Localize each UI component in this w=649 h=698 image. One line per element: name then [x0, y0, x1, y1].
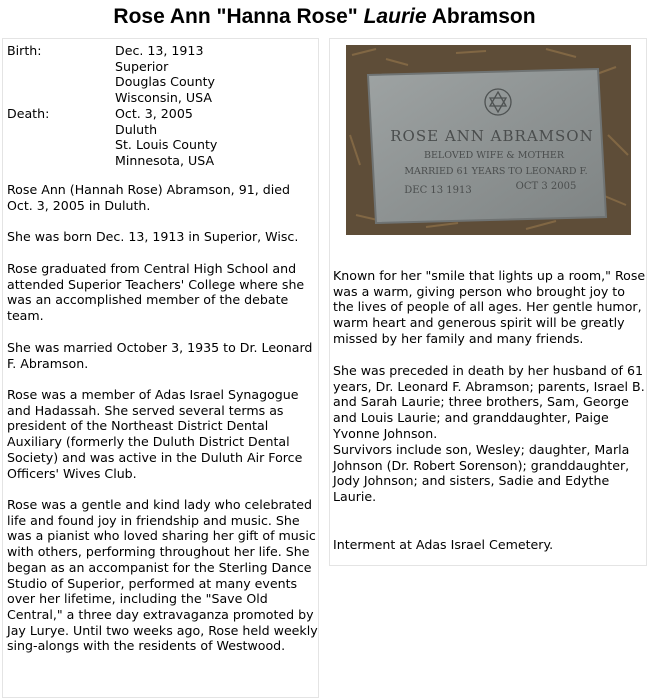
stone-death-date: OCT 3 2005 — [515, 181, 577, 192]
page-title: Rose Ann "Hanna Rose" Laurie Abramson — [113, 5, 536, 28]
stone-born-date: DEC 13 1913 — [404, 185, 472, 196]
obituary-paragraph: Rose was a member of Adas Israel Synagogue and Hadassah. She served several terms as president of the Northeast District Dental Auxiliary (formerly the Duluth District Dental Society) and was active in the Duluth Air Force Officers' Wives Club. — [7, 387, 303, 481]
obituary-paragraph: She was born Dec. 13, 1913 in Superior, Wisc. — [7, 229, 299, 244]
obituary-paragraph: She was preceded in death by her husband of 61 years, Dr. Leonard F. Abramson; parents, Israel B. and Sarah Laurie; three brothers, Sam, George and Louis Laurie; and granddaughter, Paige Yvonne Johnson. — [333, 363, 645, 441]
obituary-paragraph: Known for her "smile that lights up a room," Rose was a warm, giving person who brought joy to the lives of people of all ages. Her gentle humor, warm heart and generous spirit will be greatly missed by her family and many friends. — [333, 268, 646, 346]
death-row — [7, 106, 217, 169]
obituary-paragraph: Rose graduated from Central High School and attended Superior Teachers' College where she was an accomplished member of the debate team. — [7, 261, 305, 324]
stone-name: ROSE ANN ABRAMSON — [390, 127, 594, 145]
birth-date: Dec. 13, 1913 — [115, 43, 204, 58]
birth-city: Superior — [115, 58, 169, 74]
obituary-paragraph: Survivors include son, Wesley; daughter, Marla Johnson (Dr. Robert Sorenson); granddaughter, Jody Johnson; and sisters, Sadie and Edythe Laurie. — [333, 442, 630, 505]
death-state: Minnesota, USA — [115, 152, 215, 168]
death-county: St. Louis County — [115, 137, 218, 153]
birth-details — [115, 43, 215, 106]
vital-facts — [7, 43, 217, 169]
gravestone-photo — [346, 45, 631, 235]
birth-county: Douglas County — [115, 74, 216, 90]
death-city: Duluth — [115, 121, 158, 137]
left-column — [2, 38, 319, 698]
death-label: Death: — [7, 105, 50, 121]
death-date: Oct. 3, 2005 — [115, 105, 193, 121]
obituary-paragraph: Interment at Adas Israel Cemetery. — [333, 537, 554, 552]
stone-line-1: BELOVED WIFE & MOTHER — [423, 150, 565, 161]
obituary-paragraph: Rose Ann (Hannah Rose) Abramson, 91, died Oct. 3, 2005 in Duluth. — [7, 182, 290, 213]
birth-row — [7, 43, 217, 106]
birth-state: Wisconsin, USA — [115, 90, 212, 106]
obituary-paragraph: She was married October 3, 1935 to Dr. Leonard F. Abramson. — [7, 340, 313, 371]
stone-line-2: MARRIED 61 YEARS TO LEONARD F. — [404, 166, 588, 177]
birth-label: Birth: — [7, 43, 42, 58]
death-details — [115, 106, 217, 169]
gravestone-slab — [368, 69, 606, 223]
obituary-paragraph: Rose was a gentle and kind lady who celebrated life and found joy in friendship and music. She was a pianist who loved sharing her gift of music with others, performing throughout her life. She began as an accompanist for the Sterling Dance Studio of Superior, performed at many events over her lifetime, including the "Save Old Central," a three day extravaganza promoted by Jay Lurye. Until two weeks ago, Rose held weekly sing-alongs with the residents of Westwood. — [7, 497, 318, 654]
